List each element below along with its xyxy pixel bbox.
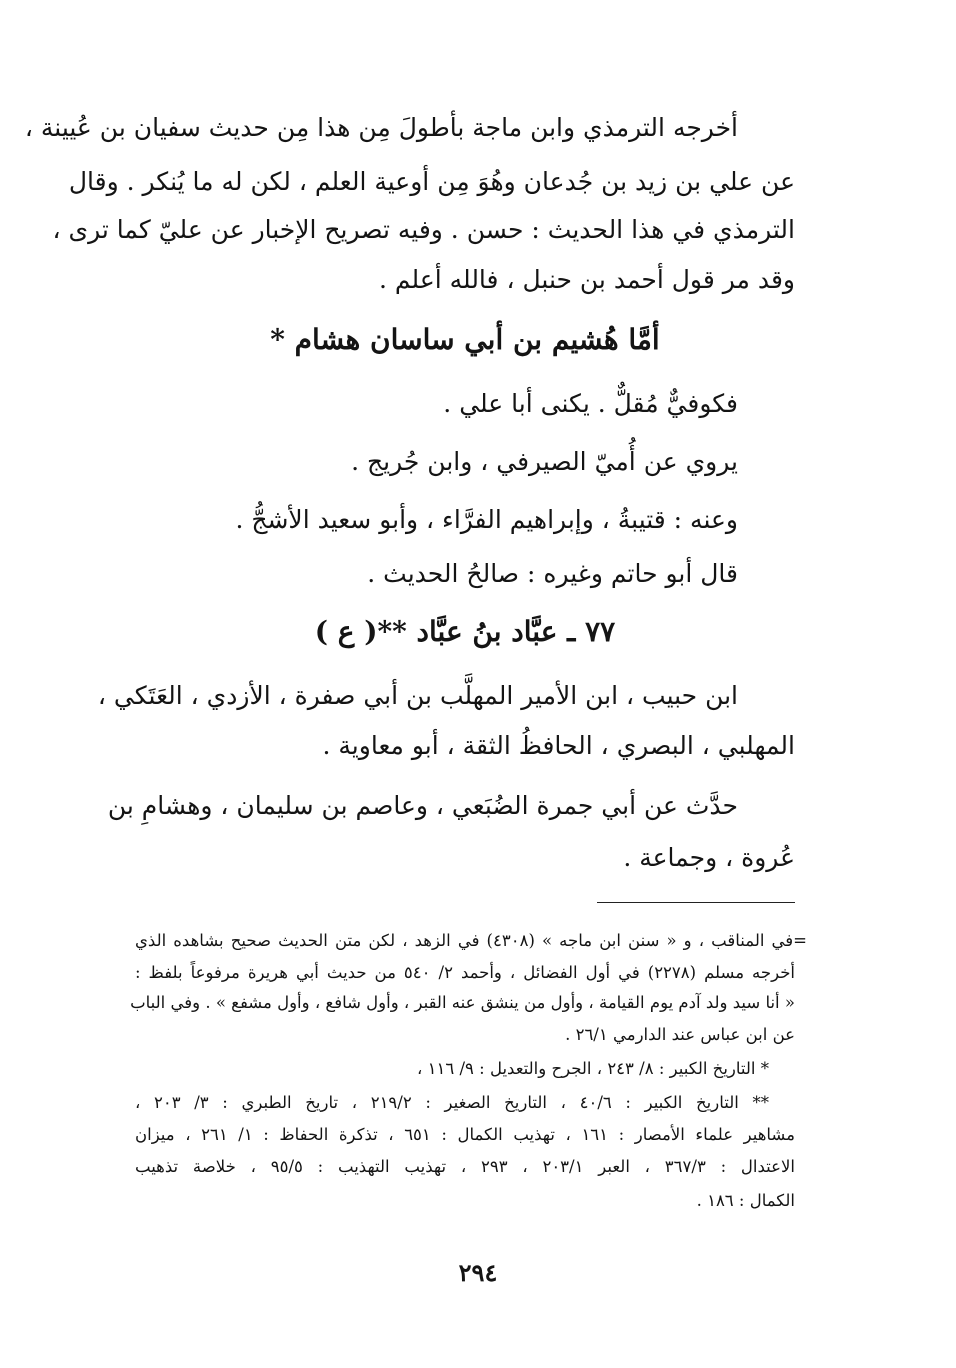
footnote-line: عن ابن عباس عند الدارمي ٢٦/١ . [565,1025,795,1044]
footnote-line: =في المناقب ، و « سنن ابن ماجه » (٤٣٠٨) في الزهد ، لكن متن الحديث صحيح بشاهده الذي [135,931,807,950]
footnote-divider [597,902,795,903]
footnote-line: الاعتدال : ٣٦٧/٣ ، العبر ٢٠٣/١ ، ٢٩٣ ، تهذيب التهذيب : ٩٥/٥ ، خلاصة تذهيب [135,1157,795,1176]
body-line: أخرجه الترمذي وابن ماجة بأطولَ مِن هذا مِن حديث سفيان بن عُيينة ، [24,113,738,142]
footnote-line: * التاريخ الكبير : ٨/ ٢٤٣ ، الجرح والتعديل : ٩/ ١١٦ ، [417,1059,769,1078]
body-line: المهلبي ، البصري ، الحافظُ الثقة ، أبو معاوية . [322,731,795,760]
body-line: قال أبو حاتم وغيره : صالحُ الحديث . [367,559,738,588]
footnote-line: « أنا سيد ولد آدم يوم القيامة ، وأول من ينشق عنه القبر ، وأول شافع ، وأول مشفع » . وفي الباب [130,993,795,1012]
body-line: الترمذي في هذا الحديث : حسن . وفيه تصريح الإخبار عن عليّ كما ترى ، [52,215,795,244]
body-line: عُروة ، وجماعة . [623,843,795,872]
section-heading: أمَّا هُشيم بن أبي ساسان هشام * [270,323,660,356]
entry-heading: ٧٧ ـ عبَّاد بنُ عبَّاد **( ع ) [314,615,616,648]
body-line: فكوفيٌّ مُقلٌّ . يكنى أبا علي . [443,389,738,418]
page-number: ٢٩٤ [458,1258,498,1287]
body-line: عن علي بن زيد بن جُدعان وهُوَ مِن أوعية العلم ، لكن له ما يُنكر . وقال [68,167,795,196]
footnote-line: ** التاريخ الكبير : ٤٠/٦ ، التاريخ الصغير : ٢١٩/٢ ، تاريخ الطبري : ٣/ ٢٠٣ ، [135,1093,769,1112]
body-line: وعنه : قتيبةُ ، وإبراهيم الفرَّاء ، وأبو سعيد الأشجُّ . [235,505,738,534]
body-line: يروي عن أُميّ الصيرفي ، وابن جُريج . [351,447,738,476]
footnote-line: أخرجه مسلم (٢٢٧٨) في أول الفضائل ، وأحمد ٢/ ٥٤٠ من حديث أبي هريرة مرفوعاً بلفظ : [135,963,795,982]
footnote-line: الكمال : ١٨٦ . [696,1191,795,1210]
body-line: وقد مر قول أحمد بن حنبل ، فالله أعلم . [379,265,795,294]
body-line: حدَّث عن أبي جمرة الضُبَعي ، وعاصم بن سليمان ، وهشامِ بن [107,791,738,820]
body-line: ابن حبيب ، ابن الأمير المهلَّب بن أبي صفرة ، الأزدي ، العَتَكي ، [97,681,738,710]
footnote-line: مشاهير علماء الأمصار : ١٦١ ، تهذيب الكمال : ٦٥١ ، تذكرة الحفاظ : ١/ ٢٦١ ، ميزان [135,1125,795,1144]
